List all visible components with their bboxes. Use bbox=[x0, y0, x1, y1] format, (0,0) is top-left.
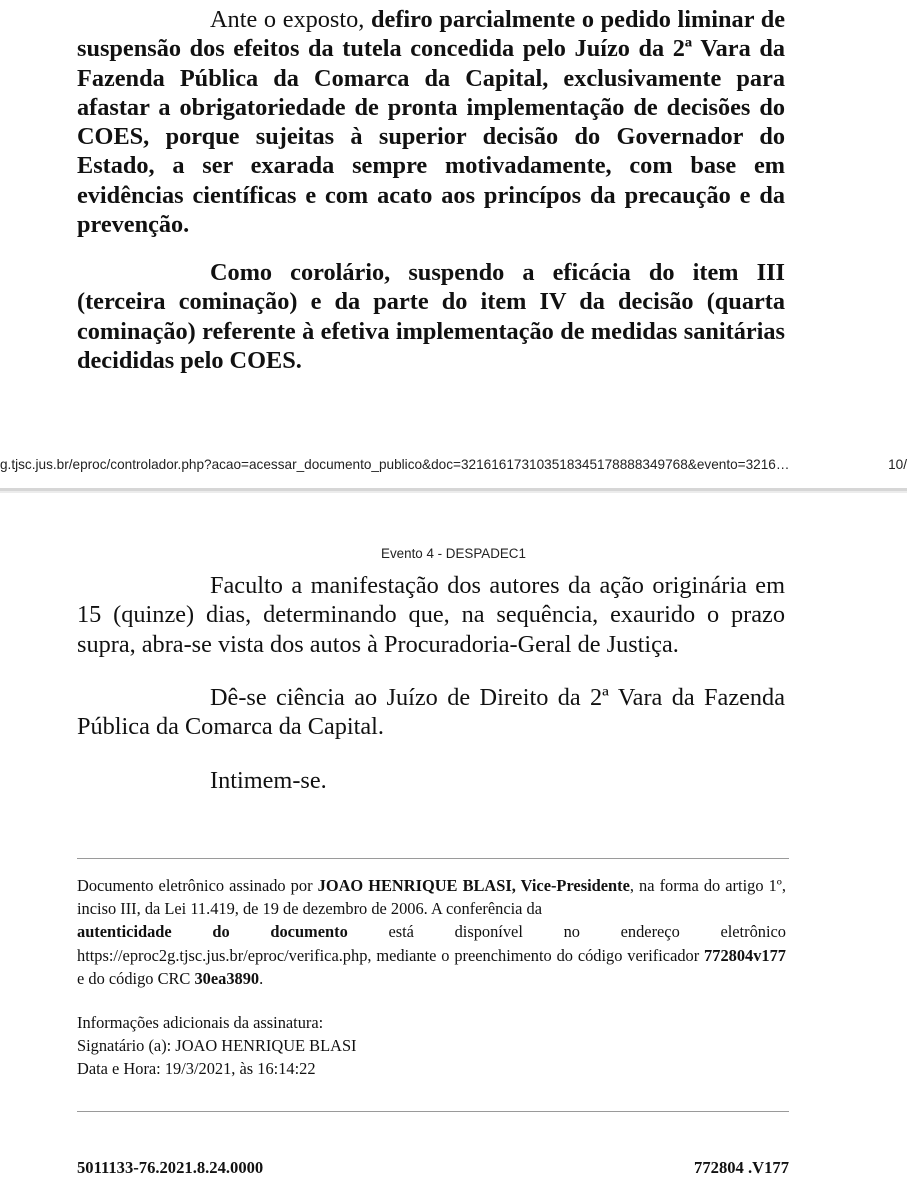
sig-info-title: Informações adicionais da assinatura: bbox=[77, 1013, 324, 1032]
signer-name: JOAO HENRIQUE BLASI, Vice-Presidente bbox=[317, 876, 630, 895]
paragraph-bold-text: defiro parcialmente o pedido liminar de suspensão dos efeitos da tutela concedida pelo Juízo da 2ª Vara da Fazenda Pública da Comarca da Capital, exclusivamente para afastar a obrigatoriedade de pronta implementação de decisões do COES, porque sujeitas à superior decisão do Governador do Estado, a ser exarada sempre motivadamente, com base em evidências científicas e com acato aos princípos da precaução e da prevenção. bbox=[77, 6, 786, 239]
corollary-paragraph: Como corolário, suspendo a eficácia do item III (terceira cominação) e da parte do item IV da decisão (quarta cominação) referente à efetiva implementação de medidas sanitárias decididas pelo COES. bbox=[77, 259, 785, 374]
crc-code: 30ea3890 bbox=[194, 968, 260, 988]
document-page-top bbox=[0, 0, 907, 440]
event-header: Evento 4 - DESPADEC1 bbox=[381, 546, 526, 561]
sig-text-part1: Documento eletrônico assinado por bbox=[77, 876, 318, 895]
manifestation-paragraph: Faculto a manifestação dos autores da ação originária em 15 (quinze) dias, determinando que, na sequência, exaurido o prazo supra, abra-se vista dos autos à Procuradoria-Geral de Justiça. bbox=[77, 572, 785, 658]
verifier-code: 772804v177 bbox=[704, 945, 786, 965]
print-footer-page-number: 10/ bbox=[888, 457, 907, 472]
auth-word: autenticidade bbox=[77, 922, 172, 942]
signature-additional-info bbox=[77, 1011, 786, 1081]
intimation-paragraph: Intimem-se. bbox=[210, 767, 327, 794]
auth-word: disponível bbox=[454, 922, 523, 942]
auth-word: eletrônico bbox=[720, 922, 786, 942]
print-footer bbox=[0, 457, 907, 477]
divider-top bbox=[77, 858, 789, 859]
decision-paragraph bbox=[77, 5, 785, 239]
print-footer-url: g.tjsc.jus.br/eproc/controlador.php?acao=acessar_documento_publico&doc=321616173103518345178888349768&evento=3216… bbox=[0, 457, 790, 472]
verification-url-text: https://eproc2g.tjsc.jus.br/eproc/verifica.php, mediante o preenchimento do código verificador bbox=[77, 945, 705, 965]
sig-info-signatory: Signatário (a): JOAO HENRIQUE BLASI bbox=[77, 1036, 357, 1056]
auth-word: no bbox=[563, 922, 580, 942]
process-number: 5011133-76.2021.8.24.0000 bbox=[77, 1158, 264, 1177]
page-separator-shadow bbox=[0, 491, 907, 493]
electronic-signature-block bbox=[77, 874, 786, 990]
sig-text-part4: e do código CRC bbox=[77, 968, 195, 988]
notification-paragraph: Dê-se ciência ao Juízo de Direito da 2ª Vara da Fazenda Pública da Comarca da Capital. bbox=[77, 684, 785, 741]
sig-text-part2: , na forma do artigo 1º, inciso III, da Lei 11.419, de 19 de dezembro de 2006. A conferência da bbox=[77, 876, 786, 919]
paragraph-lead: Ante o exposto, bbox=[210, 6, 365, 33]
auth-word: documento bbox=[270, 922, 348, 942]
authenticity-line bbox=[77, 920, 786, 943]
divider-bottom bbox=[77, 1111, 789, 1112]
auth-word: está bbox=[388, 922, 414, 942]
auth-word: do bbox=[212, 922, 230, 942]
sig-text-part5: . bbox=[259, 968, 264, 988]
document-code: 772804 .V177 bbox=[694, 1158, 789, 1177]
auth-word: endereço bbox=[620, 922, 680, 942]
sig-info-datetime: Data e Hora: 19/3/2021, às 16:14:22 bbox=[77, 1059, 316, 1079]
